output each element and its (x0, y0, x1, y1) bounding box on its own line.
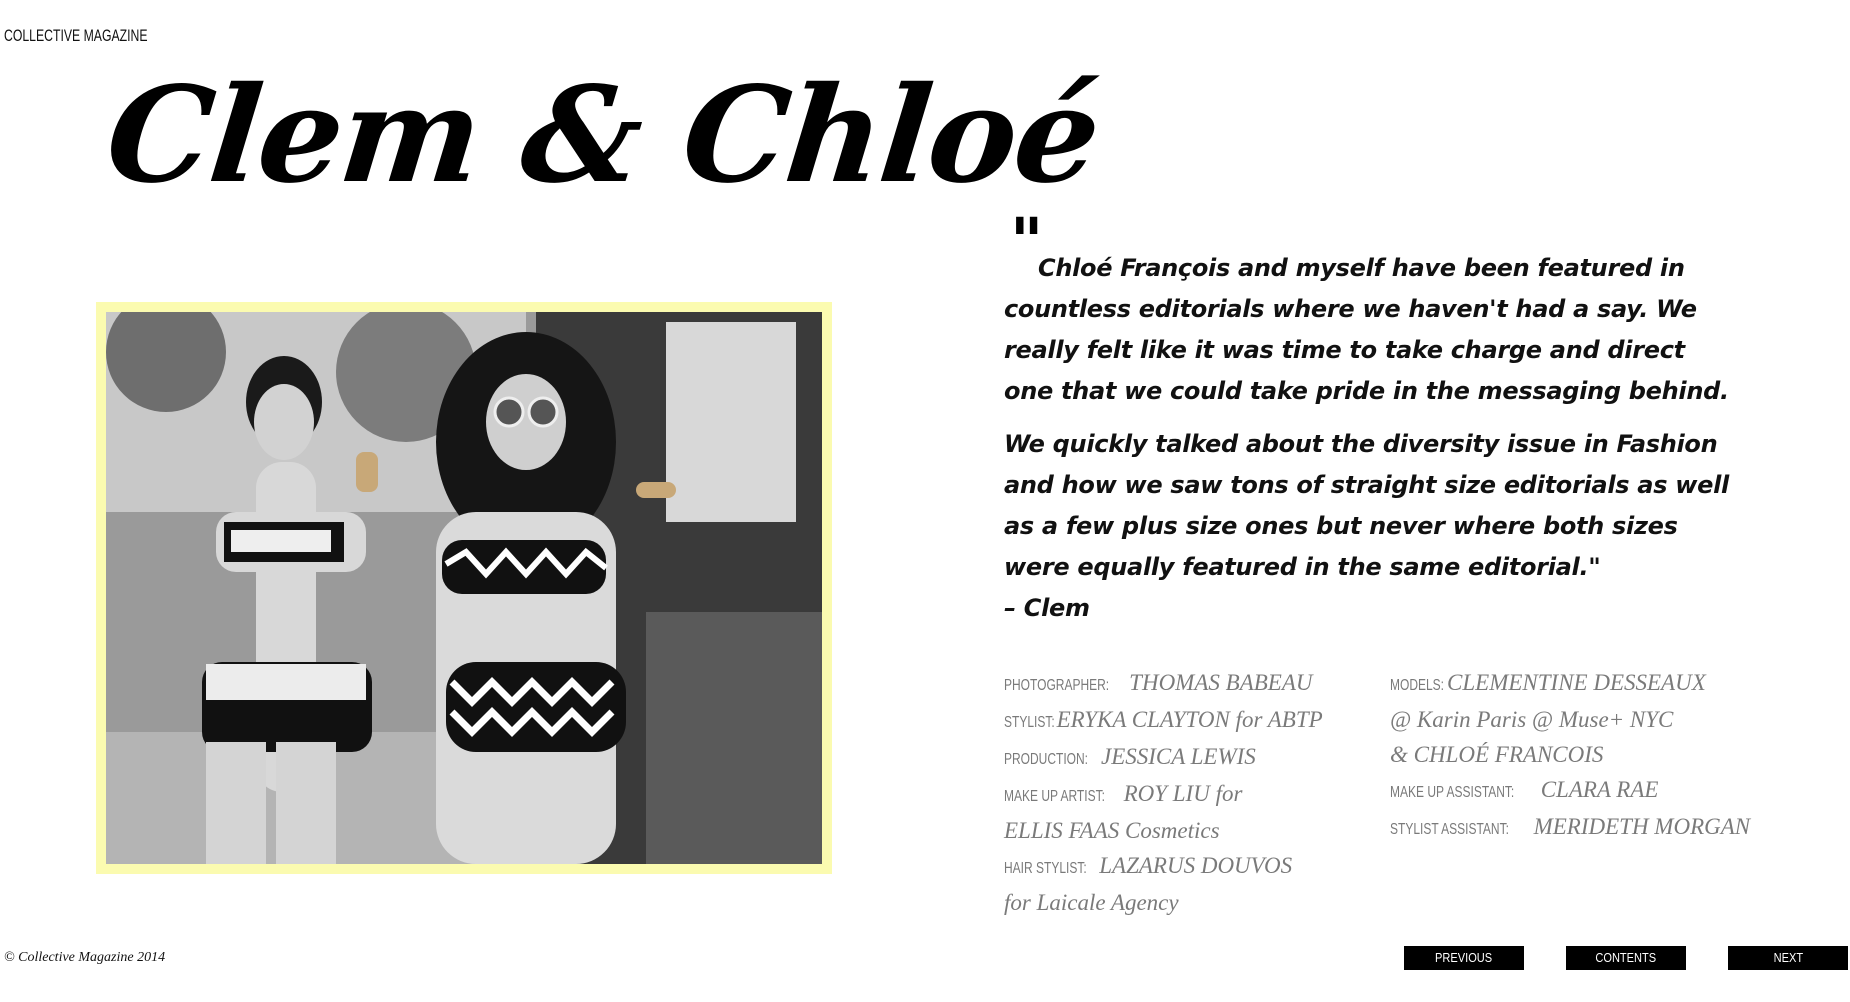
credit-models-cont1: @ Karin Paris @ Muse+ NYC (1390, 707, 1674, 732)
previous-button[interactable]: PREVIOUS (1404, 946, 1524, 970)
credit-makeup: MAKE UP ARTIST: ROY LIU for (1004, 781, 1243, 806)
credit-hair-cont: for Laicale Agency (1004, 890, 1179, 915)
feature-photo-illustration (106, 312, 822, 864)
credits-left (1004, 666, 1384, 921)
credit-models-cont2: & CHLOÉ FRANCOIS (1390, 742, 1604, 767)
credit-models: MODELS: CLEMENTINE DESSEAUX (1390, 670, 1706, 695)
feature-photo (106, 312, 822, 864)
quote-paragraph-1: Chloé François and myself have been featured in countless editorials where we haven't had a say. We really felt like it was time to take charge and direct one that we could take pride in the messaging behind. (1004, 254, 1729, 405)
credit-production: PRODUCTION: JESSICA LEWIS (1004, 744, 1256, 769)
article-title: Clem & Chloé (99, 58, 1106, 213)
copyright: © Collective Magazine 2014 (4, 950, 166, 965)
credit-makeup-assistant: MAKE UP ASSISTANT: CLARA RAE (1390, 777, 1659, 802)
credit-photographer: PHOTOGRAPHER: THOMAS BABEAU (1004, 670, 1313, 695)
quote-attribution: – Clem (1004, 594, 1090, 622)
photo-frame (96, 302, 832, 874)
credit-hair: HAIR STYLIST: LAZARUS DOUVOS (1004, 853, 1293, 878)
pull-quote (1004, 248, 1730, 641)
credits-right (1390, 666, 1750, 847)
quote-paragraph-2: We quickly talked about the diversity issue in Fashion and how we saw tons of straight size editorials as well as a few plus size ones but never where both sizes were equally featured in the same editorial." (1004, 430, 1729, 581)
credit-makeup-cont: ELLIS FAAS Cosmetics (1004, 818, 1220, 843)
next-button[interactable]: NEXT (1728, 946, 1848, 970)
contents-button[interactable]: CONTENTS (1566, 946, 1686, 970)
brand-name: COLLECTIVE MAGAZINE (4, 26, 148, 45)
credit-stylist: STYLIST: ERYKA CLAYTON for ABTP (1004, 707, 1323, 732)
quote-mark: " (1010, 204, 1044, 279)
credit-stylist-assistant: STYLIST ASSISTANT: MERIDETH MORGAN (1390, 814, 1751, 839)
